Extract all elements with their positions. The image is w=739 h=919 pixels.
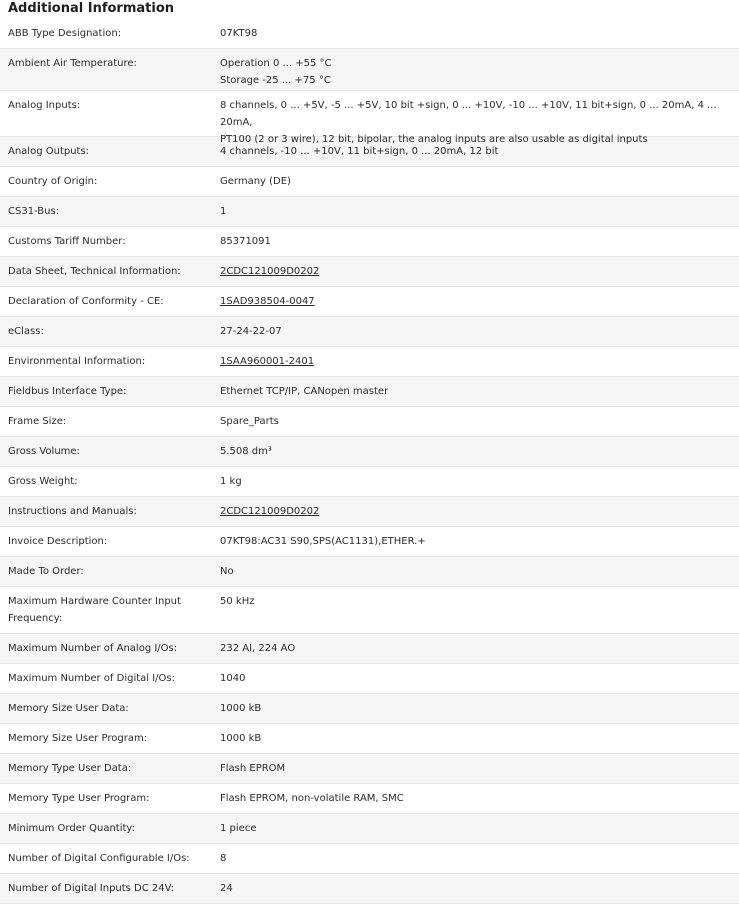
spec-value-line: 1 <box>220 206 227 217</box>
spec-value <box>220 323 739 346</box>
spec-label: ABB Type Designation: <box>8 28 122 39</box>
spec-label: Analog Inputs: <box>8 100 81 111</box>
spec-value-line: Ethernet TCP/IP, CANopen master <box>220 386 389 397</box>
spec-row <box>0 287 739 317</box>
spec-label: Gross Volume: <box>8 446 80 457</box>
spec-value <box>220 353 739 376</box>
spec-value-line: Flash EPROM <box>220 763 286 774</box>
spec-value <box>220 473 739 496</box>
spec-row <box>0 407 739 437</box>
spec-label: Minimum Order Quantity: <box>8 823 135 834</box>
spec-row <box>0 497 739 527</box>
spec-row <box>0 844 739 874</box>
spec-row <box>0 257 739 287</box>
spec-value <box>220 233 739 256</box>
spec-value-line: 8 <box>220 853 227 864</box>
spec-label: Declaration of Conformity - CE: <box>8 296 164 307</box>
spec-row <box>0 557 739 587</box>
spec-value-line: 1 piece <box>220 823 257 834</box>
spec-label: Frame Size: <box>8 416 67 427</box>
spec-label: Country of Origin: <box>8 176 98 187</box>
spec-row <box>0 664 739 694</box>
spec-value <box>220 563 739 586</box>
spec-row <box>0 347 739 377</box>
spec-label: Customs Tariff Number: <box>8 236 126 247</box>
spec-value-line: 27-24-22-07 <box>220 326 282 337</box>
spec-value-line: Storage -25 ... +75 °C <box>220 75 331 86</box>
spec-value-line: Spare_Parts <box>220 416 279 427</box>
spec-value-line: Germany (DE) <box>220 176 291 187</box>
spec-label: Instructions and Manuals: <box>8 506 137 517</box>
spec-value-line: 232 AI, 224 AO <box>220 643 296 654</box>
spec-label: Made To Order: <box>8 566 84 577</box>
spec-value-line: 1000 kB <box>220 733 262 744</box>
spec-label: Maximum Number of Digital I/Os: <box>8 673 175 684</box>
spec-value <box>220 730 739 753</box>
spec-value <box>220 790 739 813</box>
document-link[interactable]: 1SAD938504-0047 <box>220 296 315 307</box>
spec-value <box>220 880 739 903</box>
document-link[interactable]: 2CDC121009D0202 <box>220 266 320 277</box>
spec-row <box>0 317 739 347</box>
spec-row <box>0 527 739 557</box>
spec-row <box>0 49 739 91</box>
spec-value-line: 1000 kB <box>220 703 262 714</box>
spec-label: Memory Type User Data: <box>8 763 132 774</box>
spec-value <box>220 670 739 693</box>
spec-label: Gross Weight: <box>8 476 78 487</box>
spec-value <box>220 503 739 526</box>
spec-label: CS31-Bus: <box>8 206 60 217</box>
spec-label: Analog Outputs: <box>8 146 90 157</box>
spec-row <box>0 91 739 145</box>
spec-label: Ambient Air Temperature: <box>8 58 137 69</box>
spec-row <box>0 814 739 844</box>
section-title: Additional Information <box>8 1 175 16</box>
spec-value-line: PT100 (2 or 3 wire), 12 bit, bipolar, the analog inputs are also usable as digital inputs <box>220 134 648 145</box>
spec-value-line: 07KT98:AC31 S90,SPS(AC1131),ETHER.+ <box>220 536 426 547</box>
spec-row <box>0 197 739 227</box>
spec-row <box>0 754 739 784</box>
spec-row <box>0 724 739 754</box>
spec-value <box>220 593 739 633</box>
document-link[interactable]: 2CDC121009D0202 <box>220 506 320 517</box>
spec-row <box>0 167 739 197</box>
spec-value-line: 1 kg <box>220 476 242 487</box>
spec-value-line: 85371091 <box>220 236 271 247</box>
spec-value-line: 4 channels, -10 ... +10V, 11 bit+sign, 0 ... 20mA, 12 bit <box>220 146 499 157</box>
spec-value <box>220 293 739 316</box>
spec-value <box>220 25 739 48</box>
spec-value-line: 24 <box>220 883 233 894</box>
spec-row <box>0 467 739 497</box>
spec-value-line: No <box>220 566 234 577</box>
spec-value <box>220 640 739 663</box>
spec-value-line: Operation 0 ... +55 °C <box>220 58 332 69</box>
spec-value <box>220 533 739 556</box>
spec-label: Number of Digital Configurable I/Os: <box>8 853 190 864</box>
spec-label: eClass: <box>8 326 44 337</box>
spec-label: Memory Size User Data: <box>8 703 129 714</box>
spec-row <box>0 694 739 724</box>
spec-value <box>220 850 739 873</box>
spec-label-line: Maximum Hardware Counter Input <box>8 596 181 607</box>
spec-row <box>0 227 739 257</box>
spec-value <box>220 760 739 783</box>
document-link[interactable]: 1SAA960001-2401 <box>220 356 315 367</box>
spec-value <box>220 203 739 226</box>
spec-label-line: Frequency: <box>8 613 63 624</box>
spec-label: Fieldbus Interface Type: <box>8 386 127 397</box>
spec-value <box>220 413 739 436</box>
spec-label: Memory Type User Program: <box>8 793 150 804</box>
spec-value-line: 1040 <box>220 673 246 684</box>
spec-label: Invoice Description: <box>8 536 108 547</box>
spec-value <box>220 443 739 466</box>
spec-value <box>220 383 739 406</box>
spec-value-line: 5.508 dm³ <box>220 446 272 457</box>
spec-row <box>0 19 739 49</box>
spec-label: Data Sheet, Technical Information: <box>8 266 181 277</box>
spec-label <box>0 593 220 633</box>
spec-value-line: 50 kHz <box>220 596 255 607</box>
spec-value <box>220 820 739 843</box>
spec-table <box>0 19 739 904</box>
spec-value <box>220 700 739 723</box>
spec-label: Environmental Information: <box>8 356 146 367</box>
spec-value <box>220 173 739 196</box>
spec-value <box>220 97 739 145</box>
spec-value <box>220 55 739 90</box>
spec-label: Memory Size User Program: <box>8 733 148 744</box>
spec-row <box>0 587 739 634</box>
spec-row <box>0 874 739 904</box>
spec-value-line: 07KT98 <box>220 28 258 39</box>
spec-label: Number of Digital Inputs DC 24V: <box>8 883 175 894</box>
spec-value-line: Flash EPROM, non-volatile RAM, SMC <box>220 793 404 804</box>
spec-value-line: 8 channels, 0 ... +5V, -5 ... +5V, 10 bit +sign, 0 ... +10V, -10 ... +10V, 11 bit+sign, 0 ... 20mA, 4 ... 20mA, <box>220 100 717 128</box>
spec-label: Maximum Number of Analog I/Os: <box>8 643 178 654</box>
spec-value <box>220 263 739 286</box>
spec-value <box>220 143 739 166</box>
spec-row <box>0 437 739 467</box>
spec-row <box>0 377 739 407</box>
spec-row <box>0 784 739 814</box>
spec-row <box>0 634 739 664</box>
